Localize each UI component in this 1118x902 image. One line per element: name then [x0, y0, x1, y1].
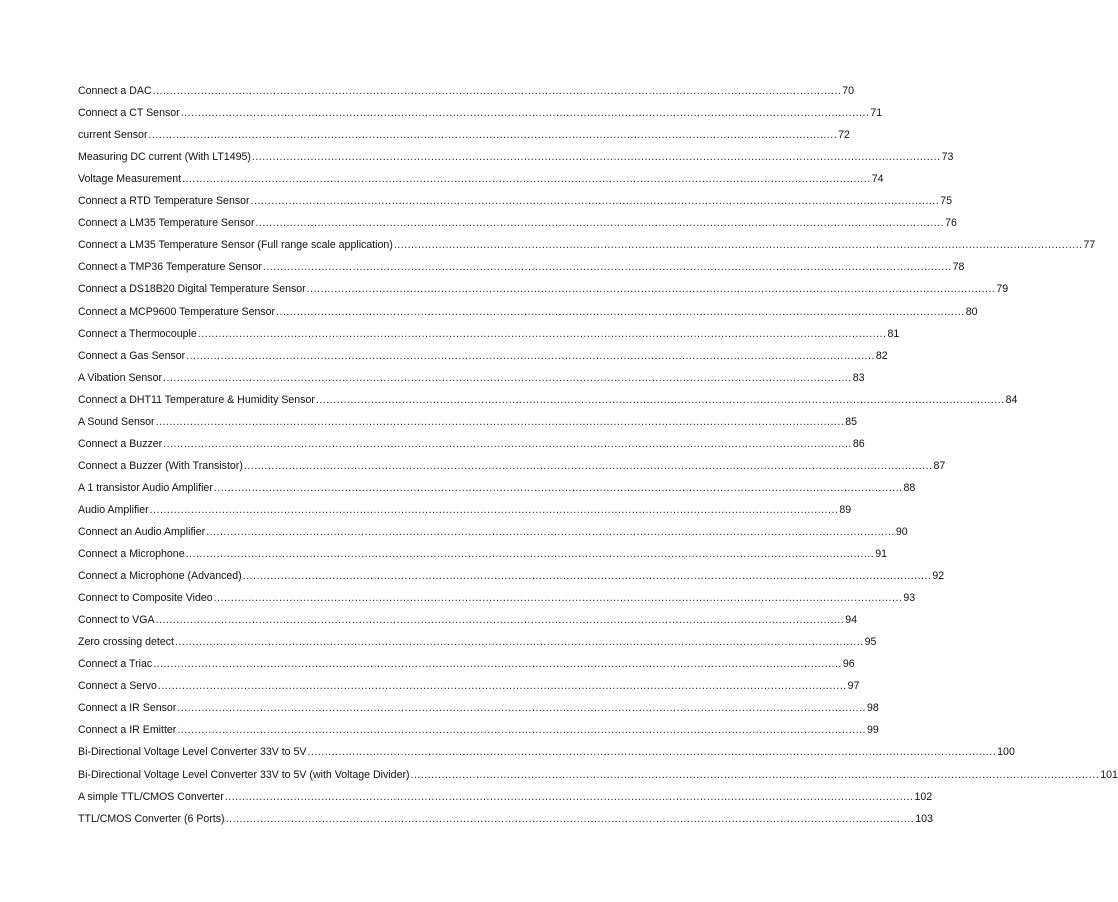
toc-leader-dots: ........................................................................................................................................................................................................ [225, 812, 915, 825]
table-of-contents [78, 76, 1118, 826]
toc-entry-title: A simple TTL/CMOS Converter [78, 790, 224, 803]
toc-entry-page: 79 [996, 283, 1009, 296]
toc-entry-page: 94 [845, 614, 858, 627]
toc-entry-title: Connect a IR Sensor [78, 702, 177, 715]
toc-leader-dots: ........................................................................................................................................................................................................ [242, 570, 932, 583]
toc-entry-page: 80 [965, 305, 978, 318]
toc-leader-dots: ........................................................................................................................................................................................................ [250, 195, 940, 208]
toc-leader-dots: ........................................................................................................................................................................................................ [149, 503, 839, 516]
toc-entry[interactable] [78, 539, 888, 561]
toc-entry-title: Bi-Directional Voltage Level Converter 33V to 5V [78, 746, 307, 759]
toc-entry[interactable] [78, 782, 933, 804]
toc-leader-dots: ........................................................................................................................................................................................................ [177, 724, 866, 737]
toc-entry[interactable] [78, 274, 1009, 296]
toc-leader-dots: ........................................................................................................................................................................................................ [157, 680, 847, 693]
toc-entry-title: Zero crossing detect [78, 636, 174, 649]
toc-entry-title: Connect a IR Emitter [78, 724, 177, 737]
toc-entry-title: TTL/CMOS Converter (6 Ports) [78, 812, 225, 825]
toc-leader-dots: ........................................................................................................................................................................................................ [155, 614, 845, 627]
toc-leader-dots: ........................................................................................................................................................................................................ [213, 481, 903, 494]
toc-leader-dots: ........................................................................................................................................................................................................ [213, 592, 903, 605]
toc-entry[interactable] [78, 627, 877, 649]
toc-entry-page: 95 [864, 636, 877, 649]
toc-entry[interactable] [78, 98, 883, 120]
toc-entry[interactable] [78, 451, 946, 473]
toc-entry-title: Audio Amplifier [78, 503, 149, 516]
toc-entry-page: 97 [847, 680, 860, 693]
toc-leader-dots: ........................................................................................................................................................................................................ [224, 790, 914, 803]
toc-entry-page: 76 [945, 217, 957, 230]
toc-entry-page: 96 [842, 658, 855, 671]
toc-leader-dots: ........................................................................................................................................................................................................ [182, 173, 871, 186]
toc-entry[interactable] [78, 561, 945, 583]
toc-entry-title: Connect a LM35 Temperature Sensor [78, 217, 255, 230]
toc-entry[interactable] [78, 649, 855, 671]
toc-entry-title: Connect a Thermocouple [78, 327, 197, 340]
toc-entry-page: 88 [903, 481, 916, 494]
toc-entry-title: Connect to VGA [78, 614, 155, 627]
toc-entry-page: 86 [852, 437, 865, 450]
toc-leader-dots: ........................................................................................................................................................................................................ [153, 658, 842, 671]
toc-entry-title: Connect a Buzzer [78, 437, 163, 450]
toc-entry-page: 75 [940, 195, 953, 208]
toc-entry-page: 83 [852, 371, 865, 384]
toc-entry[interactable] [78, 671, 860, 693]
toc-entry[interactable] [78, 230, 1096, 252]
toc-entry[interactable] [78, 759, 1118, 781]
toc-entry-page: 81 [887, 327, 900, 340]
toc-entry[interactable] [78, 517, 908, 539]
toc-entry-title: Connect a Servo [78, 680, 157, 693]
toc-entry-page: 93 [903, 592, 916, 605]
toc-leader-dots: ........................................................................................................................................................................................................ [206, 525, 895, 538]
toc-entry-title: A 1 transistor Audio Amplifier [78, 481, 213, 494]
toc-entry-title: Connect a Gas Sensor [78, 349, 186, 362]
toc-leader-dots: ........................................................................................................................................................................................................ [174, 636, 864, 649]
toc-entry-page: 82 [875, 349, 888, 362]
toc-entry[interactable] [78, 605, 858, 627]
toc-entry-page: 77 [1083, 239, 1096, 252]
toc-entry[interactable] [78, 142, 954, 164]
toc-entry[interactable] [78, 120, 850, 142]
toc-entry[interactable] [78, 407, 858, 429]
toc-entry[interactable] [78, 186, 953, 208]
toc-entry-page: 90 [895, 525, 908, 538]
toc-entry-page: 78 [952, 261, 965, 274]
toc-leader-dots: ........................................................................................................................................................................................................ [276, 305, 965, 318]
toc-entry-page: 71 [870, 107, 883, 120]
toc-leader-dots: ........................................................................................................................................................................................................ [243, 459, 933, 472]
toc-entry-page: 87 [933, 459, 946, 472]
toc-leader-dots: ........................................................................................................................................................................................................ [186, 349, 875, 362]
toc-leader-dots: ........................................................................................................................................................................................................ [255, 217, 945, 230]
toc-leader-dots: ........................................................................................................................................................................................................ [410, 768, 1100, 781]
toc-entry-page: 91 [875, 548, 888, 561]
toc-entry-page: 100 [997, 746, 1015, 759]
toc-leader-dots: ........................................................................................................................................................................................................ [155, 415, 845, 428]
toc-entry-page: 89 [839, 503, 852, 516]
toc-entry[interactable] [78, 319, 900, 341]
toc-entry-title: Connect a DHT11 Temperature & Humidity Sensor [78, 393, 315, 406]
toc-leader-dots: ........................................................................................................................................................................................................ [152, 85, 842, 98]
toc-entry[interactable] [78, 252, 965, 274]
toc-leader-dots: ........................................................................................................................................................................................................ [197, 327, 887, 340]
toc-entry-title: Connect a TMP36 Temperature Sensor [78, 261, 262, 274]
toc-entry-title: Connect to Composite Video [78, 592, 213, 605]
toc-entry-title: Connect a CT Sensor [78, 107, 180, 120]
toc-leader-dots: ........................................................................................................................................................................................................ [177, 702, 867, 715]
toc-entry-page: 101 [1100, 768, 1118, 781]
toc-entry-title: Connect a LM35 Temperature Sensor (Full range scale application) [78, 239, 393, 252]
toc-leader-dots: ........................................................................................................................................................................................................ [306, 283, 996, 296]
toc-entry[interactable] [78, 429, 865, 451]
toc-entry-page: 102 [914, 790, 933, 803]
toc-entry[interactable] [78, 495, 852, 517]
toc-entry-title: Connect a DAC [78, 85, 152, 98]
toc-entry-page: 74 [871, 173, 884, 186]
toc-entry-title: Voltage Measurement [78, 173, 182, 186]
toc-leader-dots: ........................................................................................................................................................................................................ [262, 261, 952, 274]
toc-leader-dots: ........................................................................................................................................................................................................ [163, 437, 852, 450]
toc-entry[interactable] [78, 164, 884, 186]
toc-entry-title: Connect a Buzzer (With Transistor) [78, 459, 243, 472]
toc-entry-page: 103 [915, 812, 933, 825]
toc-entry[interactable] [78, 473, 916, 495]
toc-entry-title: A Vibation Sensor [78, 371, 163, 384]
toc-entry[interactable] [78, 804, 933, 826]
toc-leader-dots: ........................................................................................................................................................................................................ [185, 548, 875, 561]
toc-leader-dots: ........................................................................................................................................................................................................ [180, 107, 870, 120]
toc-leader-dots: ........................................................................................................................................................................................................ [307, 746, 997, 759]
toc-entry-title: Bi-Directional Voltage Level Converter 33V to 5V (with Voltage Divider) [78, 768, 410, 781]
toc-entry-title: Connect a RTD Temperature Sensor [78, 195, 250, 208]
toc-entry-title: A Sound Sensor [78, 415, 155, 428]
toc-entry[interactable] [78, 583, 916, 605]
toc-entry-page: 70 [842, 85, 855, 98]
toc-leader-dots: ........................................................................................................................................................................................................ [315, 393, 1005, 406]
toc-entry-title: Connect an Audio Amplifier [78, 525, 206, 538]
toc-entry[interactable] [78, 693, 879, 715]
toc-entry-page: 99 [867, 724, 879, 737]
toc-leader-dots: ........................................................................................................................................................................................................ [163, 371, 852, 384]
toc-entry[interactable] [78, 715, 879, 737]
toc-entry[interactable] [78, 341, 888, 363]
toc-entry-page: 84 [1005, 393, 1018, 406]
toc-entry-title: Connect a DS18B20 Digital Temperature Sensor [78, 283, 306, 296]
toc-entry[interactable] [78, 737, 1015, 759]
toc-entry[interactable] [78, 385, 1018, 407]
toc-entry-page: 73 [941, 151, 954, 164]
toc-entry-page: 85 [845, 415, 858, 428]
toc-entry-page: 92 [932, 570, 945, 583]
toc-leader-dots: ........................................................................................................................................................................................................ [251, 151, 941, 164]
toc-entry-title: Measuring DC current (With LT1495) [78, 151, 251, 164]
toc-entry[interactable] [78, 76, 855, 98]
toc-entry-title: Connect a Microphone (Advanced) [78, 570, 242, 583]
toc-entry-title: Connect a Microphone [78, 548, 185, 561]
toc-entry[interactable] [78, 208, 957, 230]
toc-entry[interactable] [78, 363, 865, 385]
toc-leader-dots: ........................................................................................................................................................................................................ [148, 129, 838, 142]
toc-entry-page: 98 [867, 702, 879, 715]
toc-entry-title: Connect a Triac [78, 658, 153, 671]
toc-leader-dots: ........................................................................................................................................................................................................ [393, 239, 1083, 252]
toc-entry-page: 72 [838, 129, 850, 142]
toc-entry-title: Connect a MCP9600 Temperature Sensor [78, 305, 276, 318]
toc-entry-title: current Sensor [78, 129, 148, 142]
toc-entry[interactable] [78, 296, 978, 318]
